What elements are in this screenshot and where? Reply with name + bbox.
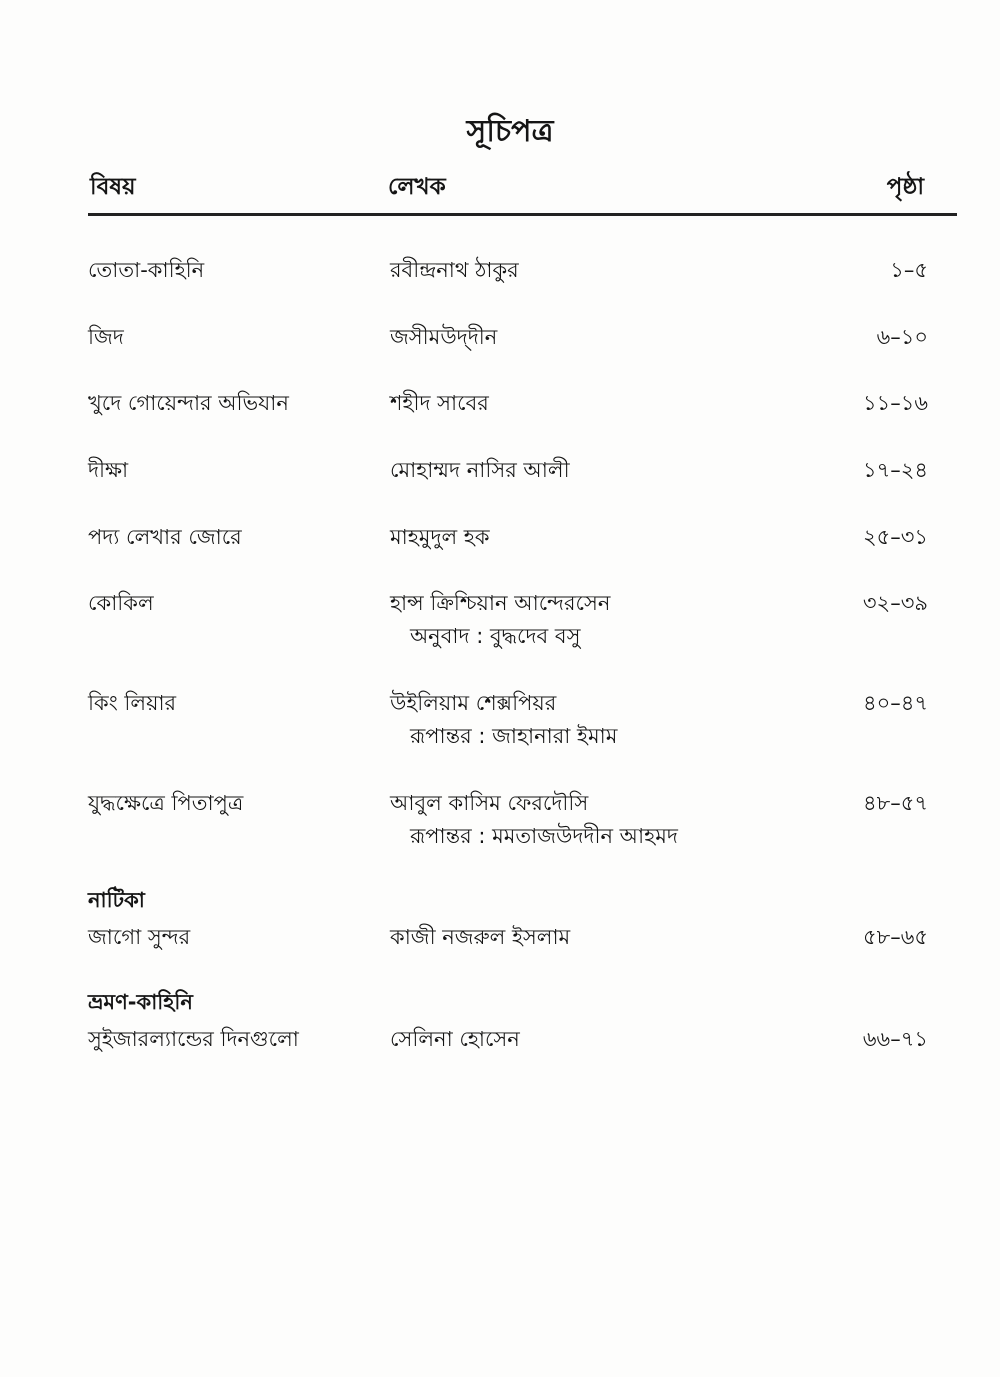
entry-pages: ১৭–২৪	[862, 458, 928, 482]
entry-subject: পদ্য লেখার জোরে	[88, 525, 242, 549]
entry-pages: ৩২–৩৯	[862, 591, 928, 615]
entry-pages: ২৫–৩১	[862, 525, 928, 549]
entry-pages: ১১–১৬	[862, 391, 928, 415]
entry-subject: কোকিল	[88, 591, 154, 615]
entry-author: রবীন্দ্রনাথ ঠাকুর	[390, 258, 519, 282]
entry-translator-note: অনুবাদ : বুদ্ধদেব বসু	[410, 624, 581, 648]
entry-subject: সুইজারল্যান্ডের দিনগুলো	[88, 1027, 299, 1051]
entry-pages: ৬–১০	[876, 325, 928, 349]
page-title: সূচিপত্র	[466, 114, 554, 149]
entry-pages: ৪০–৪৭	[862, 691, 928, 715]
entry-translator-note: রূপান্তর : মমতাজউদদীন আহমদ	[410, 824, 678, 848]
entry-author: মাহমুদুল হক	[390, 525, 490, 549]
entry-author: মোহাম্মদ নাসির আলী	[390, 458, 570, 482]
header-rule	[88, 213, 957, 216]
header-author: লেখক	[388, 174, 446, 200]
entry-pages: ১–৫	[890, 258, 928, 282]
entry-pages: ৬৬–৭১	[862, 1027, 928, 1051]
section-heading: ভ্রমণ-কাহিনি	[88, 990, 193, 1014]
entry-pages: ৪৮–৫৭	[862, 791, 928, 815]
entry-subject: খুদে গোয়েন্দার অভিযান	[88, 391, 289, 415]
entry-subject: জাগো সুন্দর	[88, 925, 191, 949]
entry-author: আবুল কাসিম ফেরদৌসি	[390, 791, 589, 815]
header-pages: পৃষ্ঠা	[886, 174, 924, 200]
entry-translator-note: রূপান্তর : জাহানারা ইমাম	[410, 724, 618, 748]
header-subject: বিষয়	[90, 174, 136, 200]
entry-subject: তোতা-কাহিনি	[88, 258, 205, 282]
entry-author: হান্স ক্রিশ্চিয়ান আন্দেরসেন	[390, 591, 611, 615]
entry-author: কাজী নজরুল ইসলাম	[390, 925, 571, 949]
section-heading: নাটিকা	[88, 888, 145, 912]
entry-author: উইলিয়াম শেক্সপিয়র	[390, 691, 557, 715]
entry-subject: জিদ	[88, 325, 124, 349]
entry-subject: দীক্ষা	[88, 458, 129, 482]
entry-pages: ৫৮–৬৫	[862, 925, 928, 949]
entry-author: শহীদ সাবের	[390, 391, 489, 415]
entry-author: জসীমউদ্‌দীন	[390, 325, 498, 349]
entry-subject: যুদ্ধক্ষেত্রে পিতাপুত্র	[88, 791, 244, 815]
entry-author: সেলিনা হোসেন	[390, 1027, 520, 1051]
entry-subject: কিং লিয়ার	[88, 691, 177, 715]
